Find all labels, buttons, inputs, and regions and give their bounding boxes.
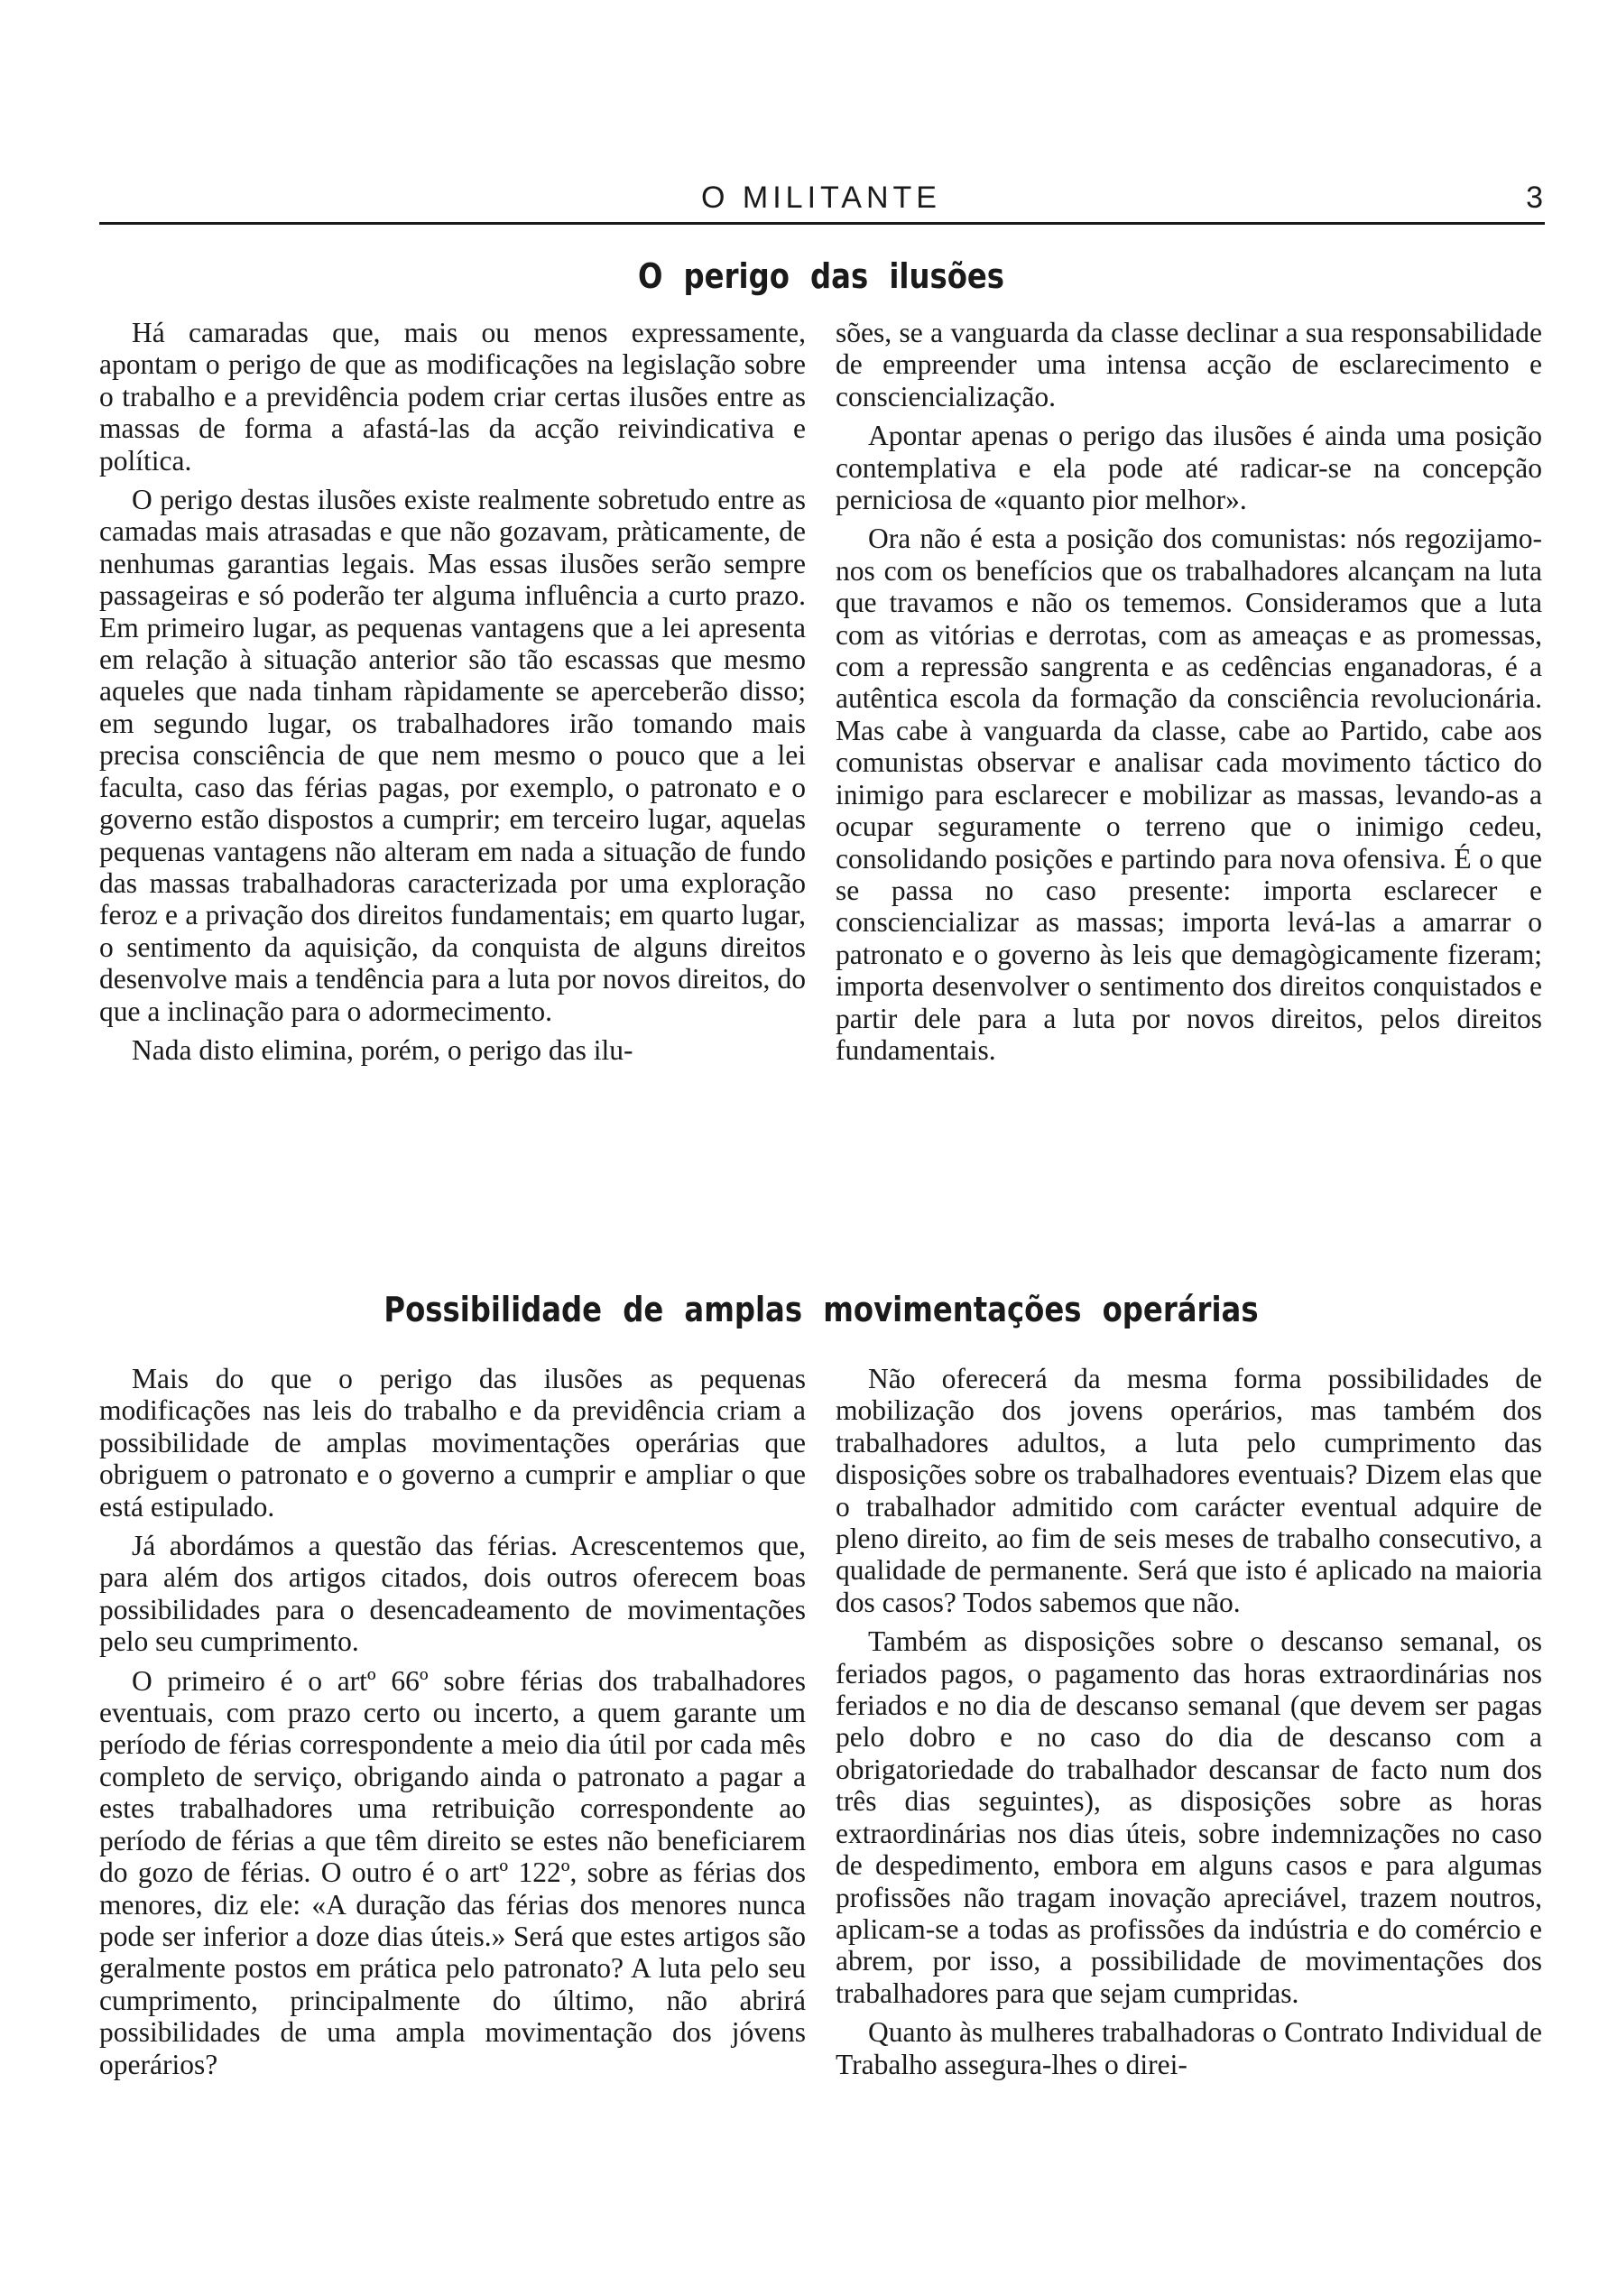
journal-name: O MILITANTE	[701, 181, 941, 215]
header-rule	[99, 222, 1545, 225]
paragraph: Também as disposições sobre o descanso semanal, os feriados pagos, o pagamento das horas extraordinárias nos feriados e no dia de descanso semanal (que devem ser pagas pelo dobro e no caso do dia de descanso com a obrigatoriedade do trabalhador descansar de facto num dos três dias seguintes), as disposições sobre as horas extraordinárias nos dias úteis, sobre indemnizações no caso de despedimento, embora em alguns casos e para algumas profissões não tragam inovação apreciável, trazem noutros, aplicam-se a todas as profissões da indústria e do comércio e abrem, por isso, a possibilidade de movimentações dos trabalhadores para que sejam cumpridas.	[836, 1625, 1542, 2009]
article1-right-column	[836, 317, 1542, 1073]
paragraph: Mais do que o perigo das ilusões as pequenas modificações nas leis do trabalho e da previdência criam a possibilidade de amplas movimentações operárias que obriguem o patronato e o governo a cumprir e ampliar o que está estipulado.	[99, 1363, 806, 1523]
paragraph: Já abordámos a questão das férias. Acrescentemos que, para além dos artigos citados, dois outros oferecem boas possibilidades para o desencadeamento de movimentações pelo seu cumprimento.	[99, 1530, 806, 1658]
paragraph: Apontar apenas o perigo das ilusões é ainda uma posição contemplativa e ela pode até radicar-se na concepção perniciosa de «quanto pior melhor».	[836, 420, 1542, 516]
paragraph: Quanto às mulheres trabalhadoras o Contrato Individual de Trabalho assegura-lhes o direi-	[836, 2016, 1542, 2080]
paragraph: Ora não é esta a posição dos comunistas: nós regozijamo-nos com os benefícios que os trabalhadores alcançam na luta que travamos e não os tememos. Consideramos que a luta com as vitórias e derrotas, com as ameaças e as promessas, com a repressão sangrenta e as cedências enganadoras, é a autêntica escola da formação da consciência revolucionária. Mas cabe à vanguarda da classe, cabe ao Partido, cabe aos comunistas observar e analisar cada movimento táctico do inimigo para esclarecer e mobilizar as massas, levando-as a ocupar seguramente o terreno que o inimigo cedeu, consolidando posições e partindo para nova ofensiva. É o que se passa no caso presente: importa esclarecer e consciencializar as massas; importa levá-las a amarrar o patronato e o governo às leis que demagògicamente fizeram; importa desenvolver o sentimento dos direitos conquistados e partir dele para a luta por novos direitos, pelos direitos fundamentais.	[836, 523, 1542, 1066]
article2-right-column	[836, 1363, 1542, 2088]
paragraph: Há camaradas que, mais ou menos expressamente, apontam o perigo de que as modificações na legislação sobre o trabalho e a previdência podem criar certas ilusões entre as massas de forma a afastá-las da acção reivindicativa e política.	[99, 317, 806, 477]
page-number: 3	[1526, 181, 1543, 215]
paragraph: Não oferecerá da mesma forma possibilidades de mobilização dos jovens operários, mas também dos trabalhadores adultos, a luta pelo cumprimento das disposições sobre os trabalhadores eventuais? Dizem elas que o trabalhador admitido com carácter eventual adquire de pleno direito, ao fim de seis meses de trabalho consecutivo, a qualidade de permanente. Será que isto é aplicado na maioria dos casos? Todos sabemos que não.	[836, 1363, 1542, 1618]
article2-left-column	[99, 1363, 806, 2088]
article-title-movimentacoes: Possibilidade de amplas movimentações operárias	[383, 1290, 1259, 1329]
paragraph: sões, se a vanguarda da classe declinar a sua responsabilidade de empreender uma intensa acção de esclarecimento e consciencialização.	[836, 317, 1542, 412]
article-title-ilusoes: O perigo das ilusões	[637, 256, 1005, 296]
running-head	[99, 181, 1543, 217]
article1-left-column	[99, 317, 806, 1073]
paragraph: Nada disto elimina, porém, o perigo das ilu-	[132, 1033, 633, 1066]
paragraph: O perigo destas ilusões existe realmente sobretudo entre as camadas mais atrasadas e que não gozavam, pràticamente, de nenhumas garantias legais. Mas essas ilusões serão sempre passageiras e só poderão ter alguma influência a curto prazo. Em primeiro lugar, as pequenas vantagens que a lei apresenta em relação à situação anterior são tão escassas que mesmo aqueles que nada tinham ràpidamente se aperceberão disso; em segundo lugar, os trabalhadores irão tomando mais precisa consciência de que nem mesmo o pouco que a lei faculta, caso das férias pagas, por exemplo, o patronato e o governo estão dispostos a cumprir; em terceiro lugar, aquelas pequenas vantagens não alteram em nada a situação de fundo das massas trabalhadoras caracterizada por uma exploração feroz e a privação dos direitos fundamentais; em quarto lugar, o sentimento da aquisição, da conquista de alguns direitos desenvolve mais a tendência para a luta por novos direitos, do que a inclinação para o adormecimento.	[99, 484, 806, 1027]
paragraph: O primeiro é o artº 66º sobre férias dos trabalhadores eventuais, com prazo certo ou incerto, a quem garante um período de férias correspondente a meio dia útil por cada mês completo de serviço, obrigando ainda o patronato a pagar a estes trabalhadores uma retribuição correspondente ao período de férias a que têm direito se estes não beneficiarem do gozo de férias. O outro é o artº 122º, sobre as férias dos menores, diz ele: «A duração das férias dos menores nunca pode ser inferior a doze dias úteis.» Será que estes artigos são geralmente postos em prática pelo patronato? A luta pelo seu cumprimento, principalmente do último, não abrirá possibilidades de uma ampla movimentação dos jóvens operários?	[99, 1664, 806, 2080]
